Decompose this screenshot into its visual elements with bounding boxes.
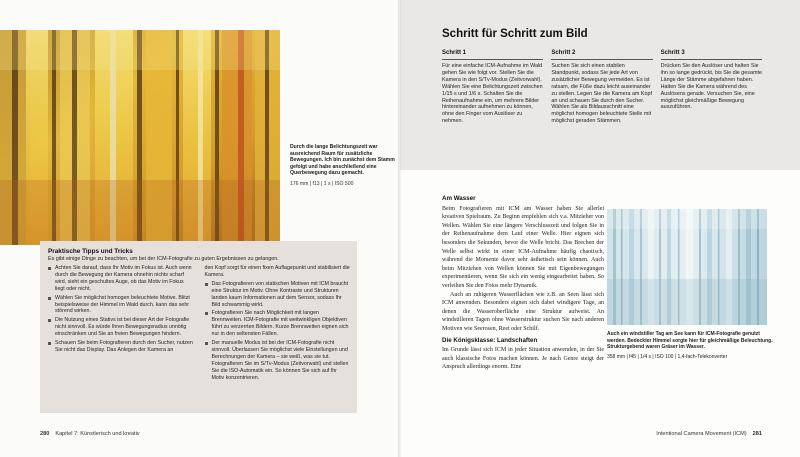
- list-item: Das Fotografieren von statischen Motiven mit ICM braucht eine Struktur im Motiv. Ohne Kontraste und Strukturen landen kaum Informationen auf dem Sensor, sodass Ihr Bild schwammig wirkt.: [205, 281, 352, 309]
- step-3: [661, 50, 762, 125]
- page-footer: [40, 431, 140, 437]
- step-body: Suchen Sie sich einen stabilen Standpunkt, sodass Sie jede Art von zusätzlicher Bewegung vermeiden. Es ist ratsam, die Füße dazu leicht auseinander zu stellen. Legen Sie die Kamera am Kopf an und schauen Sie durch den Sucher. Wählen Sie als Bildausschnitt eine möglichst homogen beleuchtete Stelle mit möglichst geraden Stämmen.: [551, 63, 653, 125]
- page-number: 281: [752, 431, 762, 437]
- list-item: Schauen Sie beim Fotografieren durch den Sucher, nutzen Sie nicht das Display. Das Anlegen der Kamera an: [48, 340, 195, 354]
- list-item: Die Nutzung eines Stativs ist bei dieser Art der Fotografie nicht sinnvoll. Es würde Ihren Bewegungsradius unnötig einschränken und Sie an freien Bewegungen hindern.: [48, 317, 195, 338]
- list-item-continuation: den Kopf sorgt für einen fixen Auflagepunkt und stabilisiert die Kamera.: [204, 265, 350, 278]
- paragraph: Auch an ruhigeren Wasserflächen wie z.B. an Seen lässt sich ICM anwenden. Besonders eignen sich dabei windigere Tage, an denen die Wasseroberfläche eine Struktur aufweist. An windstilleren Tagen ohne Wasserstruktur suchen Sie nach anderen Motiven wie Seerosen, Reet oder Schilf.: [442, 291, 604, 332]
- step-body: Für eine einfache ICM-Aufnahme im Wald gehen Sie wie folgt vor. Stellen Sie die Kamera in den S/Tv-Modus (Zeitvorwahl). Wählen Sie eine Belichtungszeit zwischen 1/15 s und 1/6 s. Schalten Sie die Reihenaufnahme ein, um mehrere Bilder hintereinander aufnehmen zu können, ohne den Finger vom Auslöser zu nehmen.: [442, 63, 543, 125]
- autumn-forest-icm-photo: [0, 30, 280, 245]
- section-heading: Die Königsklasse: Landschaften: [442, 336, 538, 344]
- article-body: [442, 195, 604, 372]
- caption-exif: 176 mm | f13 | 1 s | ISO 500: [290, 180, 354, 187]
- step-1: [442, 50, 543, 125]
- caption-text: Durch die lange Belichtungszeit war ausreichend Raum für zusätzliche Bewegungen. Ich bin zunächst dem Stamm gefolgt und habe anschließend eine Querbewegung dazu gemacht.: [290, 144, 395, 177]
- right-page: [400, 0, 800, 457]
- tips-intro: Es gibt einige Dinge zu beachten, um bei der ICM-Fotografie zu guten Ergebnissen zu gelangen.: [48, 256, 279, 262]
- running-head: Intentional Camera Movement (ICM): [656, 431, 747, 437]
- book-gutter: [398, 0, 402, 457]
- step-title: Schritt 1: [442, 50, 543, 60]
- page-number: 280: [40, 431, 50, 437]
- step-title: Schritt 3: [661, 50, 762, 60]
- paragraph: Beim Fotografieren mit ICM am Wasser haben Sie allerlei kreativen Spielraum. Zu Beginn empfehlen sich v.a. Mitzieher von Wellen. Wählen Sie eine längere Verschlusszeit und folgen Sie in der Reihenaufnahme dem Lauf einer Welle. Hier eignen sich besonders die Sekunden, bevor die Welle bricht. Das Brechen der Welle selbst wirkt in einer ICM-Aufnahme häufig chaotisch, während die Momente davor sehr ästhetisch sein können. Auch beim Mitziehen von Wellen können Sie mit Eigenbewegungen experimentieren, wenn Sie sich ein wenig eingearbeitet haben. So verleihen Sie den Fotos mehr Dynamik.: [442, 205, 604, 289]
- tips-column-2: [205, 265, 352, 384]
- photo-caption: [290, 144, 400, 188]
- list-item: Wählen Sie möglichst homogen beleuchtete Motive. Blitzt beispielsweise der Himmel im Wald durch, kann das sehr störend wirken.: [48, 295, 195, 316]
- list-item: Fotografieren Sie nach Möglichkeit mit langen Brennweiten. ICM-Fotografie mit weitwinkligen Objektiven führt zu verzerrten Bildern. Kurze Brennweiten eignen sich nur in den seltensten Fällen.: [205, 310, 352, 338]
- page-title: Schritt für Schritt zum Bild: [442, 28, 588, 40]
- list-item: Der manuelle Modus ist bei der ICM-Fotografie nicht sinnvoll. Überlassen Sie möglichst viele Einstellungen und Berechnungen der Kamera – sie weiß, was sie tut. Fotografieren Sie im S/Tv-Modus (Zeitvorwahl) und stellen Sie die ISO-Automatik ein. So können Sie sich auf Ihr Motiv konzentrieren.: [205, 340, 352, 381]
- step-2: [551, 50, 652, 125]
- paragraph: Im Grunde lässt sich ICM in jeder Situation anwenden, in der Sie auch klassische Fotos machen können. Je nach Genre steigt der Anspruch allerdings enorm. Eine: [442, 347, 604, 371]
- tips-box: [40, 241, 357, 413]
- tips-title: Praktische Tipps und Tricks: [48, 248, 133, 255]
- chapter-title: Kapitel 7: Künstlerisch und kreativ: [55, 431, 140, 437]
- tips-column-1: [48, 265, 195, 384]
- caption-text: Auch ein windstiller Tag am See kann für ICM-Fotografie genutzt werden. Bedeckter Himmel sorgte hier für gleichmäßige Beleuchtung. Strukturgebend waren Gräser im Wasser.: [607, 331, 773, 350]
- page-footer: [656, 431, 762, 437]
- section-heading: Am Wasser: [442, 195, 476, 202]
- lake-icm-photo: [607, 209, 767, 325]
- steps-row: [442, 50, 762, 125]
- photo-caption: [607, 331, 777, 360]
- step-body: Drücken Sie den Auslöser und halten Sie ihn so lange gedrückt, bis Sie die gesamte Länge der Stämme abgefahren haben. Halten Sie die Kamera während des Auslösens gerade. Versuchen Sie, eine möglichst gleichmäßige Bewegung auszuführen.: [660, 63, 762, 111]
- caption-exif: 358 mm | f45 | 1/4 s | ISO 100 | 1,4-fach-Telekonverter: [607, 353, 728, 360]
- list-item: Achten Sie darauf, dass Ihr Motiv im Fokus ist. Auch wenn durch die Bewegung der Kamera ohnehin nichts scharf wird, sieht ein geschultes Auge, ob das Motiv im Fokus liegt oder nicht.: [48, 265, 195, 293]
- step-title: Schritt 2: [551, 50, 652, 60]
